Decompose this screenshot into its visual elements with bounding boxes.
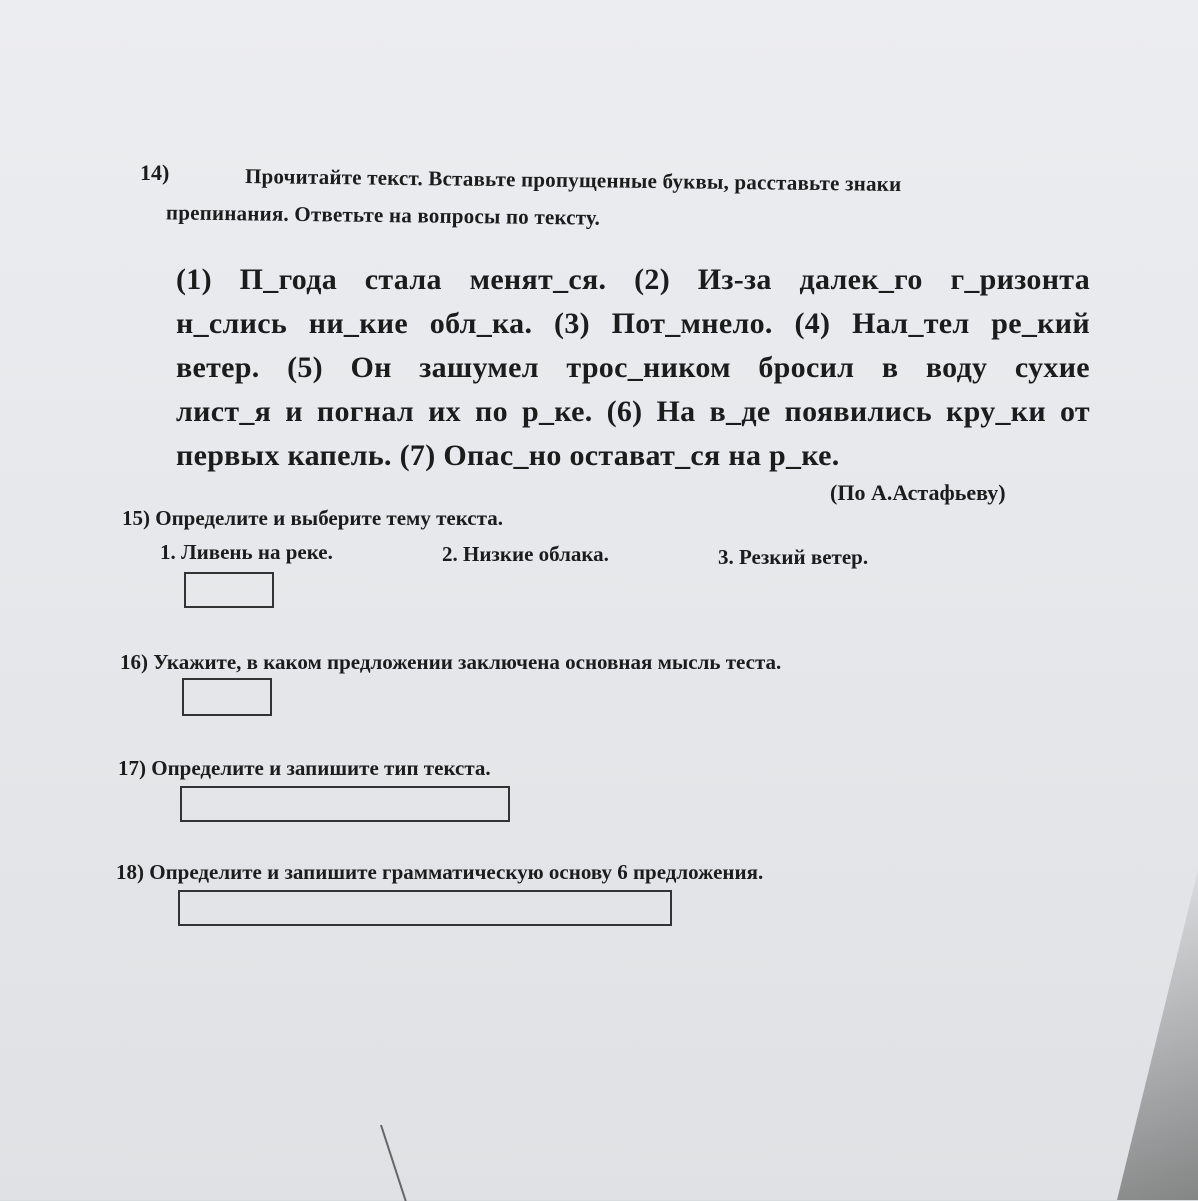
word: их <box>428 395 461 428</box>
word: далек_го <box>799 263 923 296</box>
task-15-option-1: 1. Ливень на реке. <box>160 540 333 564</box>
word: р_ке. <box>521 395 593 428</box>
word: погнал <box>316 395 415 428</box>
word: (5) <box>287 351 323 384</box>
task-16-question: 16) Укажите, в каком предложении заключена основная мысль теста. <box>120 650 782 674</box>
page-shadow <box>1108 870 1198 1200</box>
word: лист_я <box>176 395 272 428</box>
word: кру_ки <box>946 395 1046 428</box>
word: обл_ка. <box>429 307 533 340</box>
word: г_ризонта <box>950 263 1090 296</box>
word: н_слись <box>176 307 287 340</box>
passage-text <box>176 258 1090 478</box>
word: менят_ся. <box>469 263 607 296</box>
word: (2) <box>634 263 670 296</box>
word: П_года <box>239 263 337 296</box>
task-14-number: 14) <box>140 160 170 185</box>
word: появились <box>784 395 932 428</box>
task-15-question: 15) Определите и выберите тему текста. <box>122 506 503 530</box>
task-18-answer-box[interactable] <box>178 890 672 926</box>
passage-line-4 <box>176 390 1090 434</box>
word: Из-за <box>697 263 772 296</box>
word: зашумел <box>419 351 539 384</box>
word: в <box>881 351 899 384</box>
task-17-question: 17) Определите и запишите тип текста. <box>118 756 491 780</box>
word: ветер. <box>176 351 260 384</box>
word: воду <box>925 351 988 384</box>
word: На <box>656 395 696 428</box>
word: сухие <box>1014 351 1090 384</box>
word: ре_кий <box>991 307 1090 340</box>
task-15-option-3: 3. Резкий ветер. <box>718 545 869 569</box>
word: трос_ником <box>566 351 731 384</box>
passage-author: (По А.Астафьеву) <box>830 480 1006 505</box>
task-15-answer-box[interactable] <box>184 572 274 608</box>
word: Нал_тел <box>852 307 970 340</box>
word: (3) <box>554 307 590 340</box>
word: Он <box>350 351 392 384</box>
word: и <box>285 395 303 428</box>
word: (1) <box>176 263 212 296</box>
word: первых капель. (7) Опас_но остават_ся на р_ке. <box>176 439 840 472</box>
word: от <box>1060 395 1090 428</box>
task-15-option-2: 2. Низкие облака. <box>442 542 609 566</box>
word: Пот_мнело. <box>611 307 773 340</box>
passage-line-5 <box>176 434 1090 478</box>
task-14-instruction-line2: препинания. Ответьте на вопросы по тексту. <box>165 200 601 230</box>
pen-mark <box>380 1125 407 1201</box>
passage-line-2 <box>176 302 1090 346</box>
word: стала <box>364 263 442 296</box>
task-18-question: 18) Определите и запишите грамматическую основу 6 предложения. <box>116 860 764 884</box>
word: по <box>475 395 508 428</box>
word: ни_кие <box>308 307 409 340</box>
word: (6) <box>606 395 643 428</box>
task-16-answer-box[interactable] <box>182 678 272 716</box>
word: в_де <box>709 395 771 428</box>
passage-line-1 <box>176 258 1090 302</box>
task-17-answer-box[interactable] <box>180 786 510 822</box>
task-14-instruction-line1: Прочитайте текст. Вставьте пропущенные буквы, расставьте знаки <box>244 163 902 197</box>
passage-line-3 <box>176 346 1090 390</box>
word: (4) <box>794 307 831 340</box>
word: бросил <box>758 351 855 384</box>
